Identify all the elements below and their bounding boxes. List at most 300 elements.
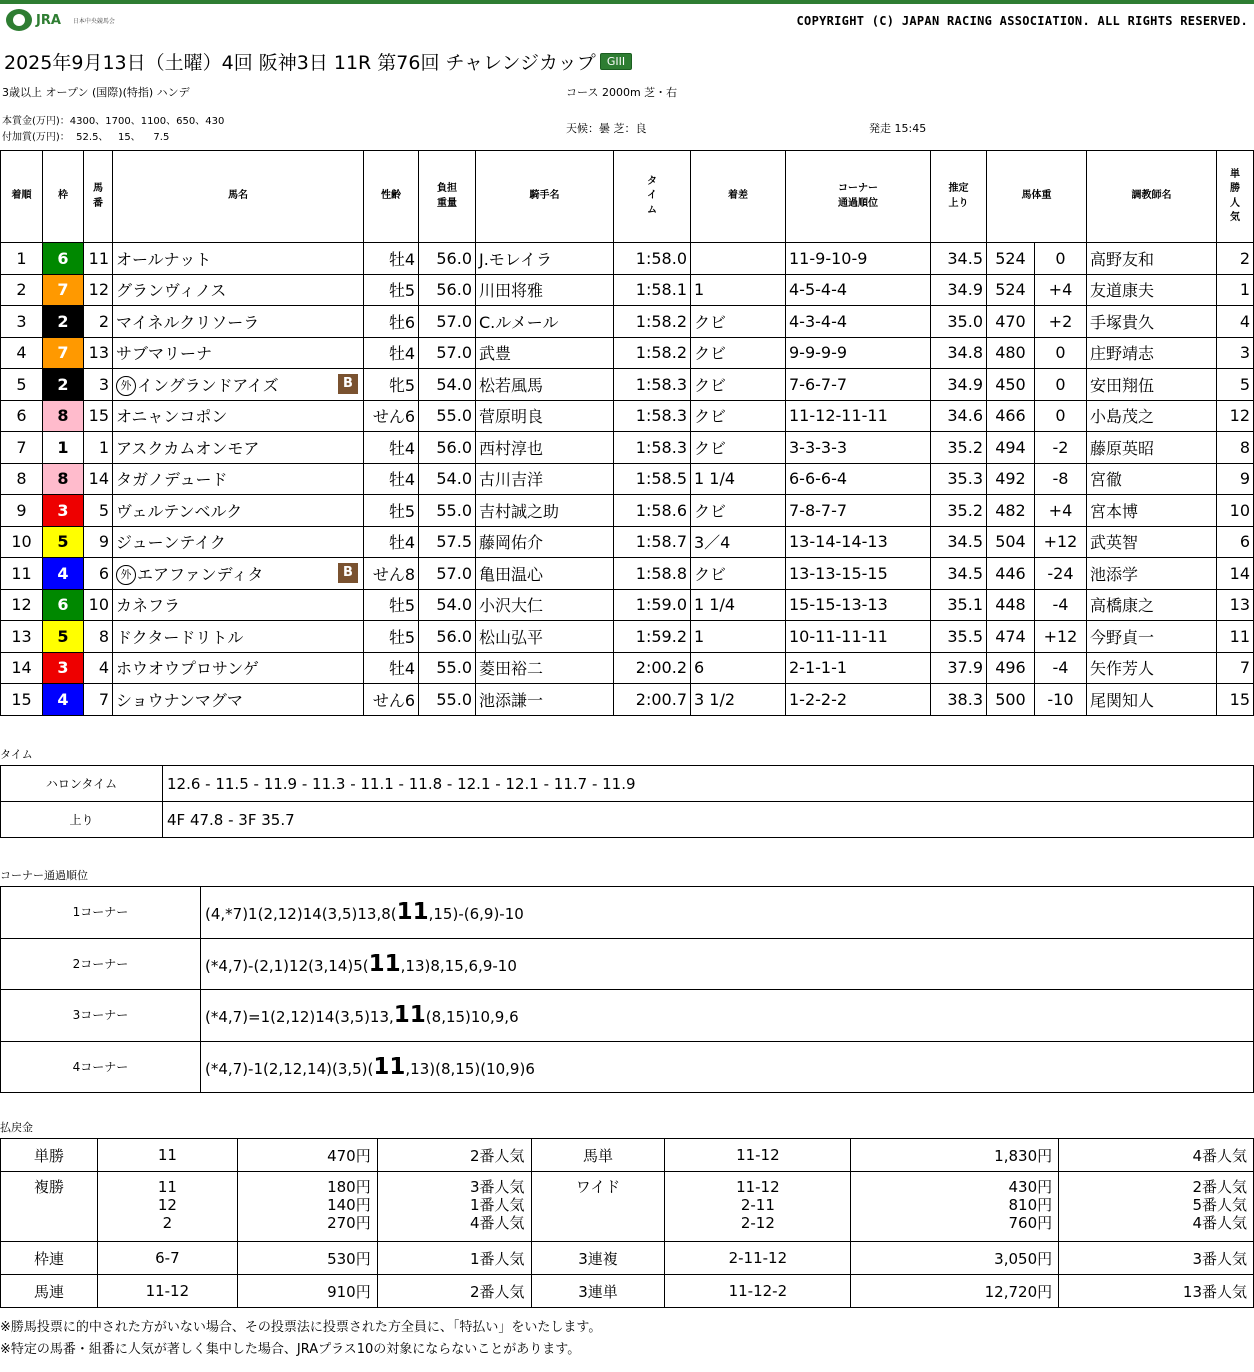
- last-3f: 35.5: [931, 621, 987, 653]
- body-weight-diff: +12: [1034, 621, 1086, 653]
- col-umaban: 馬 番: [84, 151, 113, 243]
- race-conditions: 3歳以上 オープン (国際)(特指) ハンデ: [2, 86, 190, 99]
- corner-positions: 3-3-3-3: [786, 432, 931, 464]
- body-weight: 480: [987, 337, 1035, 369]
- course-info: コース 2000m 芝・右: [566, 86, 678, 99]
- horse-name[interactable]: ドクタードリトル: [116, 627, 244, 647]
- body-weight: 496: [987, 652, 1035, 684]
- margin: クビ: [691, 306, 786, 338]
- last-3f: 38.3: [931, 684, 987, 716]
- trainer-name[interactable]: 藤原英昭: [1087, 432, 1217, 464]
- bet-type-label: 3連複: [531, 1242, 665, 1275]
- popularity: 1: [1217, 274, 1254, 306]
- body-weight: 470: [987, 306, 1035, 338]
- horse-name-cell: [113, 684, 364, 716]
- carried-weight: 57.5: [419, 526, 476, 558]
- sex-age: せん6: [364, 400, 419, 432]
- bet-type-label: ワイド: [531, 1172, 665, 1242]
- popularity: 7: [1217, 652, 1254, 684]
- corner-positions: 11-9-10-9: [786, 243, 931, 275]
- body-weight-diff: 0: [1034, 243, 1086, 275]
- post-time: 発走 15:45: [869, 122, 927, 135]
- payout-row: [1, 1139, 1254, 1172]
- finish-time: 1:58.3: [614, 400, 691, 432]
- jockey-name[interactable]: 小沢大仁: [476, 589, 614, 621]
- body-weight: 504: [987, 526, 1035, 558]
- last-3f: 35.3: [931, 463, 987, 495]
- corner-positions: 13-13-15-15: [786, 558, 931, 590]
- jockey-name[interactable]: 西村淳也: [476, 432, 614, 464]
- result-row: [1, 526, 1254, 558]
- corner-positions: 6-6-6-4: [786, 463, 931, 495]
- horse-number: 1: [84, 432, 113, 464]
- sex-age: 牡4: [364, 652, 419, 684]
- trainer-name[interactable]: 手塚貴久: [1087, 306, 1217, 338]
- popularity: 13番人気: [1059, 1275, 1254, 1308]
- margin: クビ: [691, 369, 786, 401]
- horse-name[interactable]: イングランドアイズ: [137, 375, 279, 395]
- corner-label: 3コーナー: [1, 990, 201, 1042]
- amount: 470円: [237, 1139, 377, 1172]
- margin: 1: [691, 274, 786, 306]
- col-waku: 枠: [43, 151, 84, 243]
- body-weight-diff: -2: [1034, 432, 1086, 464]
- body-weight-diff: 0: [1034, 400, 1086, 432]
- horse-name-cell: [113, 495, 364, 527]
- jra-logo[interactable]: [6, 9, 115, 31]
- trainer-name[interactable]: 友道康夫: [1087, 274, 1217, 306]
- corner-order-post: ,13)(8,15)(10,9)6: [405, 1059, 535, 1078]
- finish-time: 1:58.2: [614, 337, 691, 369]
- trainer-name[interactable]: 安田翔伍: [1087, 369, 1217, 401]
- horse-name-cell: [113, 589, 364, 621]
- result-row: [1, 432, 1254, 464]
- sex-age: 牡5: [364, 274, 419, 306]
- rank: 13: [1, 621, 43, 653]
- popularity: 12: [1217, 400, 1254, 432]
- copyright: COPYRIGHT (C) JAPAN RACING ASSOCIATION. ALL RIGHTS RESERVED.: [796, 14, 1248, 28]
- popularity: 4番人気: [1192, 1214, 1247, 1232]
- corner-positions: 7-8-7-7: [786, 495, 931, 527]
- carried-weight: 54.0: [419, 589, 476, 621]
- body-weight: 450: [987, 369, 1035, 401]
- finish-time: 1:59.0: [614, 589, 691, 621]
- corner-positions: 7-6-7-7: [786, 369, 931, 401]
- horse-name-cell: [113, 432, 364, 464]
- result-row: [1, 652, 1254, 684]
- sex-age: 牡4: [364, 526, 419, 558]
- margin: クビ: [691, 432, 786, 464]
- result-row: [1, 558, 1254, 590]
- popularity: 3番人気: [470, 1178, 525, 1196]
- bet-type-label: 馬単: [531, 1139, 665, 1172]
- popularity: 4番人気: [1059, 1139, 1254, 1172]
- horse-name[interactable]: サブマリーナ: [116, 344, 213, 364]
- popularity: 14: [1217, 558, 1254, 590]
- body-weight-diff: -4: [1034, 589, 1086, 621]
- margin: クビ: [691, 558, 786, 590]
- corner-row: [1, 1041, 1254, 1093]
- rank: 1: [1, 243, 43, 275]
- trainer-name[interactable]: 庄野靖志: [1087, 337, 1217, 369]
- amount: 910円: [237, 1275, 377, 1308]
- corner-positions: 2-1-1-1: [786, 652, 931, 684]
- body-weight-diff: +2: [1034, 306, 1086, 338]
- corner-order-post: ,15)-(6,9)-10: [428, 905, 524, 924]
- horse-name-cell: [113, 369, 364, 401]
- bet-type-label: 枠連: [1, 1242, 98, 1275]
- bet-type-label: 馬連: [1, 1275, 98, 1308]
- trainer-name[interactable]: 高野友和: [1087, 243, 1217, 275]
- waku-number: 5: [43, 526, 84, 558]
- horse-name[interactable]: タガノデュード: [116, 470, 228, 490]
- corner-row: [1, 938, 1254, 990]
- trainer-name[interactable]: 今野貞一: [1087, 621, 1217, 653]
- body-weight-diff: -8: [1034, 463, 1086, 495]
- last-3f: 35.2: [931, 495, 987, 527]
- col-sexage: 性齢: [364, 151, 419, 243]
- combo: 2-12: [740, 1214, 775, 1232]
- col-trainer: 調教師名: [1087, 151, 1217, 243]
- waku-number: 4: [43, 558, 84, 590]
- winner-highlight: 11: [393, 1002, 426, 1029]
- corner-label: 1コーナー: [1, 887, 201, 939]
- corner-order: [201, 990, 1254, 1042]
- popularity: 5: [1217, 369, 1254, 401]
- payout-section-label: 払戻金: [0, 1121, 33, 1134]
- corner-order: [201, 1041, 1254, 1093]
- corner-positions: 1-2-2-2: [786, 684, 931, 716]
- jockey-name[interactable]: C.ルメール: [476, 306, 614, 338]
- horse-number: 11: [84, 243, 113, 275]
- waku-number: 3: [43, 495, 84, 527]
- amount-list: [851, 1172, 1059, 1242]
- corner-order-pre: (*4,7)=1(2,12)14(3,5)13,: [205, 1008, 394, 1027]
- combo-list: [665, 1172, 851, 1242]
- corner-row: [1, 887, 1254, 939]
- sex-age: 牡5: [364, 621, 419, 653]
- finish-time: 1:58.3: [614, 432, 691, 464]
- trainer-name[interactable]: 小島茂之: [1087, 400, 1217, 432]
- results-table: [0, 150, 1254, 716]
- horse-number: 3: [84, 369, 113, 401]
- amount-list: [237, 1172, 377, 1242]
- foreign-trained-icon: 外: [116, 565, 136, 585]
- body-weight: 524: [987, 274, 1035, 306]
- horse-number: 4: [84, 652, 113, 684]
- popularity: 2: [1217, 243, 1254, 275]
- popularity: 8: [1217, 432, 1254, 464]
- result-row: [1, 589, 1254, 621]
- amount: 1,830円: [851, 1139, 1059, 1172]
- winner-highlight: 11: [373, 1053, 406, 1080]
- amount: 140円: [327, 1196, 371, 1214]
- corner-positions: 4-5-4-4: [786, 274, 931, 306]
- amount: 810円: [1008, 1196, 1053, 1214]
- horse-name[interactable]: オールナット: [116, 249, 212, 269]
- corner-order-post: ,13)8,15,6,9-10: [400, 956, 517, 975]
- corner-positions: 9-9-9-9: [786, 337, 931, 369]
- corner-order-pre: (*4,7)-1(2,12,14)(3,5)(: [205, 1059, 374, 1078]
- horse-name-cell: [113, 400, 364, 432]
- waku-number: 7: [43, 274, 84, 306]
- note-special-payout: ※勝馬投票に的中された方がいない場合、その投票法に投票された方全員に、「特払い」をいたします。: [0, 1320, 602, 1335]
- horse-name-cell: [113, 306, 364, 338]
- bet-type-label: 単勝: [1, 1139, 98, 1172]
- corner-label: 2コーナー: [1, 938, 201, 990]
- horse-number: 6: [84, 558, 113, 590]
- rank: 15: [1, 684, 43, 716]
- jockey-name[interactable]: 松山弘平: [476, 621, 614, 653]
- winner-highlight: 11: [368, 950, 401, 977]
- prize-money: 本賞金(万円)：4300、1700、1100、650、430: [2, 116, 225, 127]
- horse-name-cell: [113, 526, 364, 558]
- horse-name[interactable]: オニャンコポン: [116, 407, 228, 427]
- popularity: 1番人気: [470, 1196, 525, 1214]
- horse-name[interactable]: カネフラ: [116, 596, 181, 616]
- carried-weight: 55.0: [419, 684, 476, 716]
- rank: 14: [1, 652, 43, 684]
- horse-name[interactable]: アスクカムオンモア: [116, 438, 260, 458]
- popularity: 5番人気: [1192, 1196, 1247, 1214]
- horse-name-cell: [113, 652, 364, 684]
- combo: 2-11-12: [665, 1242, 851, 1275]
- body-weight-diff: 0: [1034, 337, 1086, 369]
- body-weight: 448: [987, 589, 1035, 621]
- carried-weight: 55.0: [419, 495, 476, 527]
- rank: 7: [1, 432, 43, 464]
- combo: 11-12: [736, 1178, 780, 1196]
- horse-name[interactable]: ジューンテイク: [116, 533, 226, 553]
- finish-time: 1:58.3: [614, 369, 691, 401]
- horse-name[interactable]: マイネルクリソーラ: [116, 312, 260, 332]
- trainer-name[interactable]: 宮本博: [1087, 495, 1217, 527]
- horse-name-cell: [113, 274, 364, 306]
- body-weight: 474: [987, 621, 1035, 653]
- payout-row: [1, 1242, 1254, 1275]
- sex-age: 牡6: [364, 306, 419, 338]
- horse-number: 15: [84, 400, 113, 432]
- jockey-name[interactable]: 吉村誠之助: [476, 495, 614, 527]
- halon-row: [1, 766, 1254, 802]
- body-weight-diff: 0: [1034, 369, 1086, 401]
- popularity: 3番人気: [1059, 1242, 1254, 1275]
- finish-time: 1:58.1: [614, 274, 691, 306]
- horse-name[interactable]: グランヴィノス: [116, 281, 227, 301]
- horse-number: 13: [84, 337, 113, 369]
- agari-row: [1, 802, 1254, 838]
- carried-weight: 57.0: [419, 558, 476, 590]
- logo-text: JRA: [36, 12, 61, 28]
- sex-age: 牝5: [364, 369, 419, 401]
- result-row: [1, 463, 1254, 495]
- horse-number: 5: [84, 495, 113, 527]
- added-prize: 付加賞(万円)： 52.5、 15、 7.5: [2, 132, 170, 143]
- horse-number: 14: [84, 463, 113, 495]
- horse-name[interactable]: エアファンディタ: [137, 564, 264, 584]
- top-border: [0, 0, 1254, 4]
- col-last3f: 推定 上り: [931, 151, 987, 243]
- combo: 11: [157, 1178, 177, 1196]
- jockey-name[interactable]: 松若風馬: [476, 369, 614, 401]
- carried-weight: 56.0: [419, 274, 476, 306]
- horse-number: 12: [84, 274, 113, 306]
- margin: 3 1/2: [691, 684, 786, 716]
- sex-age: せん8: [364, 558, 419, 590]
- waku-number: 4: [43, 684, 84, 716]
- sex-age: 牡4: [364, 243, 419, 275]
- jockey-name[interactable]: 武豊: [476, 337, 614, 369]
- race-title: 2025年9月13日（土曜）4回 阪神3日 11R 第76回 チャレンジカップ: [4, 52, 596, 74]
- org-name: 日本中央競馬会: [72, 17, 115, 25]
- body-weight-diff: +4: [1034, 495, 1086, 527]
- rank: 10: [1, 526, 43, 558]
- margin: クビ: [691, 400, 786, 432]
- combo: 2: [162, 1214, 173, 1232]
- finish-time: 1:58.0: [614, 243, 691, 275]
- carried-weight: 57.0: [419, 337, 476, 369]
- agari-label: 上り: [1, 802, 163, 838]
- result-row: [1, 495, 1254, 527]
- body-weight: 466: [987, 400, 1035, 432]
- bet-type-label: 複勝: [1, 1172, 98, 1242]
- col-name: 馬名: [113, 151, 364, 243]
- corner-order: [201, 938, 1254, 990]
- foreign-trained-icon: 外: [116, 376, 136, 396]
- carried-weight: 57.0: [419, 306, 476, 338]
- amount: 430円: [1008, 1178, 1053, 1196]
- trainer-name[interactable]: 矢作芳人: [1087, 652, 1217, 684]
- last-3f: 37.9: [931, 652, 987, 684]
- halon-label: ハロンタイム: [1, 766, 163, 802]
- waku-number: 1: [43, 432, 84, 464]
- amount: 12,720円: [851, 1275, 1059, 1308]
- waku-number: 2: [43, 306, 84, 338]
- popularity-list: [377, 1172, 531, 1242]
- waku-number: 6: [43, 589, 84, 621]
- carried-weight: 56.0: [419, 243, 476, 275]
- body-weight-diff: +12: [1034, 526, 1086, 558]
- rank: 8: [1, 463, 43, 495]
- popularity: 3: [1217, 337, 1254, 369]
- time-section-label: タイム: [0, 748, 33, 761]
- rank: 2: [1, 274, 43, 306]
- jockey-name[interactable]: 川田将雅: [476, 274, 614, 306]
- carried-weight: 55.0: [419, 400, 476, 432]
- rank: 5: [1, 369, 43, 401]
- last-3f: 35.1: [931, 589, 987, 621]
- rank: 12: [1, 589, 43, 621]
- jockey-name[interactable]: 菅原明良: [476, 400, 614, 432]
- result-row: [1, 684, 1254, 716]
- horse-number: 10: [84, 589, 113, 621]
- trainer-name[interactable]: 高橋康之: [1087, 589, 1217, 621]
- combo: 11-12-2: [665, 1275, 851, 1308]
- last-3f: 34.9: [931, 369, 987, 401]
- time-table: [0, 765, 1254, 838]
- waku-number: 7: [43, 337, 84, 369]
- popularity: 4番人気: [470, 1214, 525, 1232]
- finish-time: 1:59.2: [614, 621, 691, 653]
- combo: 12: [157, 1196, 177, 1214]
- horse-name[interactable]: ショウナンマグマ: [116, 690, 243, 710]
- grade-badge: GIII: [600, 53, 632, 70]
- corner-order: [201, 887, 1254, 939]
- waku-number: 2: [43, 369, 84, 401]
- margin: クビ: [691, 495, 786, 527]
- jockey-name[interactable]: 藤岡佑介: [476, 526, 614, 558]
- sex-age: 牡5: [364, 495, 419, 527]
- horse-number: 7: [84, 684, 113, 716]
- payout-row: [1, 1275, 1254, 1308]
- finish-time: 1:58.2: [614, 306, 691, 338]
- col-pop: 単 勝 人 気: [1217, 151, 1254, 243]
- result-row: [1, 274, 1254, 306]
- body-weight-diff: +4: [1034, 274, 1086, 306]
- col-bodyweight: 馬体重: [987, 151, 1087, 243]
- body-weight: 492: [987, 463, 1035, 495]
- jockey-name[interactable]: 菱田裕二: [476, 652, 614, 684]
- corner-order-pre: (*4,7)-(2,1)12(3,14)5(: [205, 956, 369, 975]
- waku-number: 6: [43, 243, 84, 275]
- trainer-name[interactable]: 尾関知人: [1087, 684, 1217, 716]
- finish-time: 1:58.5: [614, 463, 691, 495]
- corner-positions: 4-3-4-4: [786, 306, 931, 338]
- rank: 9: [1, 495, 43, 527]
- carried-weight: 56.0: [419, 432, 476, 464]
- amount: 760円: [1008, 1214, 1053, 1232]
- popularity: 4: [1217, 306, 1254, 338]
- weather-track: 天候：曇 芝：良: [566, 122, 647, 135]
- note-jra-plus10: ※特定の馬番・組番に人気が著しく集中した場合、JRAプラス10の対象にならないことがあります。: [0, 1342, 581, 1357]
- trainer-name[interactable]: 池添学: [1087, 558, 1217, 590]
- trainer-name[interactable]: 宮徹: [1087, 463, 1217, 495]
- body-weight: 524: [987, 243, 1035, 275]
- result-row: [1, 400, 1254, 432]
- sex-age: せん6: [364, 684, 419, 716]
- jockey-name[interactable]: 池添謙一: [476, 684, 614, 716]
- corner-positions: 13-14-14-13: [786, 526, 931, 558]
- corner-positions: 10-11-11-11: [786, 621, 931, 653]
- winner-highlight: 11: [396, 899, 429, 926]
- horse-name[interactable]: ヴェルテンベルク: [116, 501, 243, 521]
- carried-weight: 56.0: [419, 621, 476, 653]
- combo: 11-12: [665, 1139, 851, 1172]
- horse-name[interactable]: ホウオウプロサンゲ: [116, 659, 259, 679]
- popularity: 10: [1217, 495, 1254, 527]
- blinker-icon: B: [338, 563, 358, 583]
- popularity: 2番人気: [377, 1275, 531, 1308]
- popularity: 1番人気: [377, 1242, 531, 1275]
- last-3f: 34.5: [931, 243, 987, 275]
- body-weight: 500: [987, 684, 1035, 716]
- result-row: [1, 243, 1254, 275]
- jockey-name[interactable]: 亀田温心: [476, 558, 614, 590]
- last-3f: 34.5: [931, 526, 987, 558]
- popularity: 2番人気: [1192, 1178, 1247, 1196]
- jockey-name[interactable]: 古川吉洋: [476, 463, 614, 495]
- corner-row: [1, 990, 1254, 1042]
- corner-positions: 11-12-11-11: [786, 400, 931, 432]
- waku-number: 8: [43, 400, 84, 432]
- last-3f: 34.5: [931, 558, 987, 590]
- horse-number: 9: [84, 526, 113, 558]
- waku-number: 5: [43, 621, 84, 653]
- blinker-icon: B: [338, 374, 358, 394]
- horse-name-cell: [113, 463, 364, 495]
- trainer-name[interactable]: 武英智: [1087, 526, 1217, 558]
- jockey-name[interactable]: J.モレイラ: [476, 243, 614, 275]
